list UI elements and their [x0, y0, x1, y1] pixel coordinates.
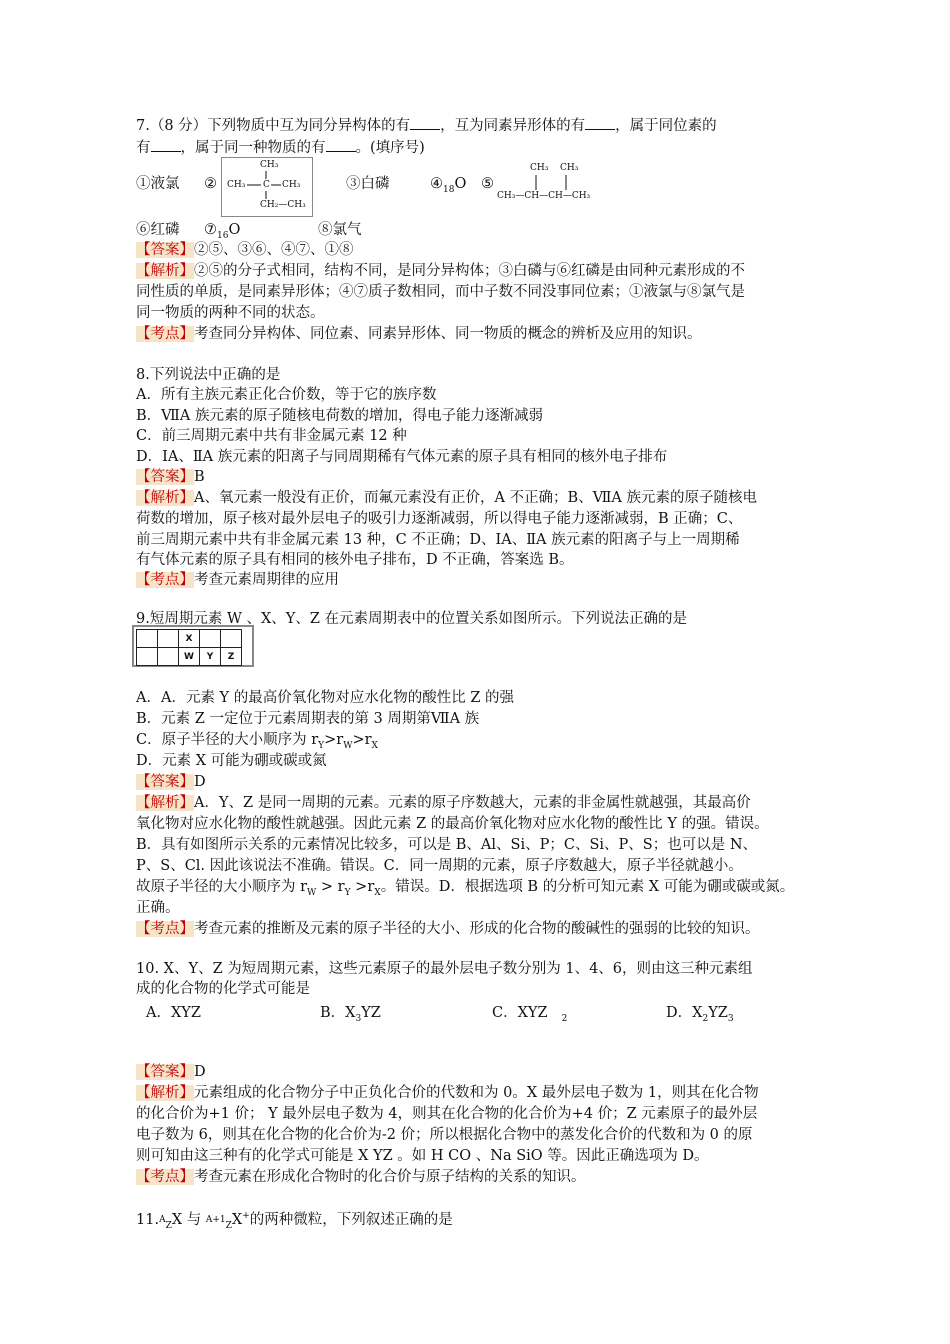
- grid-cell: [137, 648, 158, 666]
- q10-analysis-1: 【解析】元素组成的化合物分子中正负化合价的代数和为 0。X 最外层电子数为 1，则其在化合物: [136, 1085, 759, 1101]
- q9-stem: 9.短周期元素 W 、X、Y、Z 在元素周期表中的位置关系如图所示。下列说法正确的是: [136, 611, 688, 627]
- q10-option-c: C．XYZ $_2$: [492, 1005, 568, 1024]
- q9-analysis-5: 故原子半径的大小顺序为 $r_W > r_Y >r_X$。错误。D．根据选项 B 的分析可知元素 X 可能为硼或碳或氮。: [136, 879, 795, 898]
- q8-point: 【考点】考查元素周期律的应用: [136, 572, 339, 588]
- q10-option-d: D．$X_2YZ_3$: [666, 1005, 734, 1024]
- answer-blank[interactable]: [326, 137, 356, 152]
- q7-answer: 【答案】②⑤、③⑥、④⑦、①⑧: [136, 242, 354, 258]
- q7-stem-line2: 有 ，属于同一种物质的有 。(填序号): [136, 137, 425, 158]
- q7-item-2: ②: [204, 176, 217, 192]
- periodic-table-grid: [136, 629, 242, 666]
- grid-cell: Y: [200, 648, 221, 666]
- grid-cell: [200, 630, 221, 648]
- grid-cell: Z: [221, 648, 242, 666]
- struct5-top-left: CH₃: [530, 163, 549, 173]
- grid-cell: W: [179, 648, 200, 666]
- answer-blank[interactable]: [585, 115, 615, 130]
- struct2-top: CH₃: [260, 160, 279, 170]
- q7-analysis-2: 同性质的单质，是同素异形体；④⑦质子数相同，而中子数不同没事同位素；①液氯与⑧氯气是: [136, 284, 745, 300]
- q9-point: 【考点】考查元素的推断及元素的原子半径的大小、形成的化合物的酸碱性的强弱的比较的知识。: [136, 921, 760, 937]
- q10-stem-1: 10. X、Y、Z 为短周期元素，这些元素原子的最外层电子数分别为 1、4、6，则由这三种元素组: [136, 961, 753, 977]
- grid-cell: [158, 648, 179, 666]
- q9-analysis-3: B．具有如图所示关系的元素情况比较多，可以是 B、Al、Si、P；C、Si、P、S；也可以是 N、: [136, 837, 758, 853]
- q7-item-5: ⑤: [481, 176, 494, 192]
- q7-item-7: $⑦_{16}O$: [204, 222, 241, 241]
- q7-analysis-1: 【解析】②⑤的分子式相同，结构不同，是同分异构体；③白磷与⑥红磷是由同种元素形成的不: [136, 263, 745, 279]
- q8-stem: 8.下列说法中正确的是: [136, 367, 281, 383]
- struct5-bonds: [497, 163, 617, 205]
- struct2-bottom: CH₂—CH₃: [260, 200, 306, 210]
- q7-item-4: $④_{18}O$: [430, 176, 467, 195]
- q10-option-a: A．XYZ: [146, 1005, 201, 1021]
- structure-2-figure: [221, 157, 313, 217]
- struct5-top-right: CH₃: [560, 163, 579, 173]
- grid-cell: X: [179, 630, 200, 648]
- q8-analysis-1: 【解析】A、氧元素一般没有正价，而氟元素没有正价，A 不正确；B、ⅦA 族元素的原子随核电: [136, 490, 757, 506]
- grid-cell: [158, 630, 179, 648]
- q8-answer: 【答案】B: [136, 469, 205, 485]
- struct5-bottom: CH₃—CH—CH—CH₃: [497, 191, 591, 201]
- q9-analysis-6: 正确。: [136, 900, 180, 916]
- q10-analysis-4: 则可知由这三种有的化学式可能是 X YZ 。如 H CO 、Na SiO 等。因此正确选项为 D。: [136, 1148, 709, 1164]
- q8-analysis-3: 前三周期元素中共有非金属元素 13 种，C 不正确；D、ⅠA、ⅡA 族元素的阳离子与上一周期稀: [136, 532, 740, 548]
- q7-item-8: ⑧氯气: [318, 222, 362, 238]
- q8-analysis-4: 有气体元素的原子具有相同的核外电子排布，D 不正确，答案选 B。: [136, 552, 574, 568]
- q10-option-b: B．$X_3YZ$: [320, 1005, 381, 1024]
- q7-analysis-3: 同一物质的两种不同的状态。: [136, 305, 325, 321]
- q10-stem-2: 成的化合物的化学式可能是: [136, 981, 310, 997]
- q7-point: 【考点】考查同分异构体、同位素、同素异形体、同一物质的概念的辨析及应用的知识。: [136, 326, 702, 342]
- q8-analysis-2: 荷数的增加，原子核对最外层电子的吸引力逐渐减弱，所以得电子能力逐渐减弱，B 正确；C、: [136, 511, 743, 527]
- answer-blank[interactable]: [410, 115, 440, 130]
- q9-option-a: A．A．元素 Y 的最高价氧化物对应水化物的酸性比 Z 的强: [136, 690, 515, 706]
- q9-analysis-1: 【解析】A．Y、Z 是同一周期的元素。元素的原子序数越大，元素的非金属性就越强，其最高价: [136, 795, 751, 811]
- q10-analysis-3: 电子数为 6，则其在化合物的化合价为-2 价；所以根据化合物中的蒸发化合价的代数和为 0 的原: [136, 1127, 753, 1143]
- struct2-left: CH₃: [227, 180, 246, 190]
- struct2-right: CH₃: [282, 180, 301, 190]
- q9-analysis-4: P、S、Cl. 因此该说法不准确。错误。C．同一周期的元素，原子序数越大，原子半径就越小。: [136, 858, 743, 874]
- structure-5-figure: [497, 163, 617, 205]
- q11-stem: 11.$^A_Z$X 与 $^{A+1}_Z$X+的两种微粒，下列叙述正确的是: [136, 1211, 453, 1231]
- q9-answer: 【答案】D: [136, 774, 206, 790]
- q7-item-1: ①液氯: [136, 176, 180, 192]
- q10-analysis-2: 的化合价为+1 价； Y 最外层电子数为 4，则其在化合物的化合价为+4 价；Z 元素原子的最外层: [136, 1106, 758, 1122]
- q8-option-d: D．ⅠA、ⅡA 族元素的阳离子与同周期稀有气体元素的原子具有相同的核外电子排布: [136, 449, 668, 465]
- q7-stem-line1: 7.（8 分）下列物质中互为同分异构体的有 ，互为同素异形体的有 ，属于同位素的: [136, 115, 717, 136]
- q8-option-a: A．所有主族元素正化合价数，等于它的族序数: [136, 387, 437, 403]
- q8-option-b: B．ⅦA 族元素的原子随核电荷数的增加，得电子能力逐渐减弱: [136, 408, 543, 424]
- q7-item-6: ⑥红磷: [136, 222, 180, 238]
- q8-option-c: C．前三周期元素中共有非金属元素 12 种: [136, 428, 407, 444]
- answer-blank[interactable]: [151, 137, 181, 152]
- q10-point: 【考点】考查元素在形成化合物时的化合价与原子结构的关系的知识。: [136, 1169, 586, 1185]
- struct2-bonds: [222, 158, 312, 216]
- grid-cell: [137, 630, 158, 648]
- struct2-c: C: [263, 180, 270, 190]
- q10-answer: 【答案】D: [136, 1064, 206, 1080]
- q9-option-c: C．原子半径的大小顺序为 $r_Y>r_W>r_X$: [136, 732, 378, 751]
- q9-option-d: D．元素 X 可能为硼或碳或氮: [136, 753, 327, 769]
- q7-item-3: ③白磷: [346, 176, 390, 192]
- grid-cell: [221, 630, 242, 648]
- q9-analysis-2: 氧化物对应水化物的酸性就越强。因此元素 Z 的最高价氧化物对应水化物的酸性比 Y 的强。错误。: [136, 816, 769, 832]
- q9-option-b: B．元素 Z 一定位于元素周期表的第 3 周期第ⅦA 族: [136, 711, 480, 727]
